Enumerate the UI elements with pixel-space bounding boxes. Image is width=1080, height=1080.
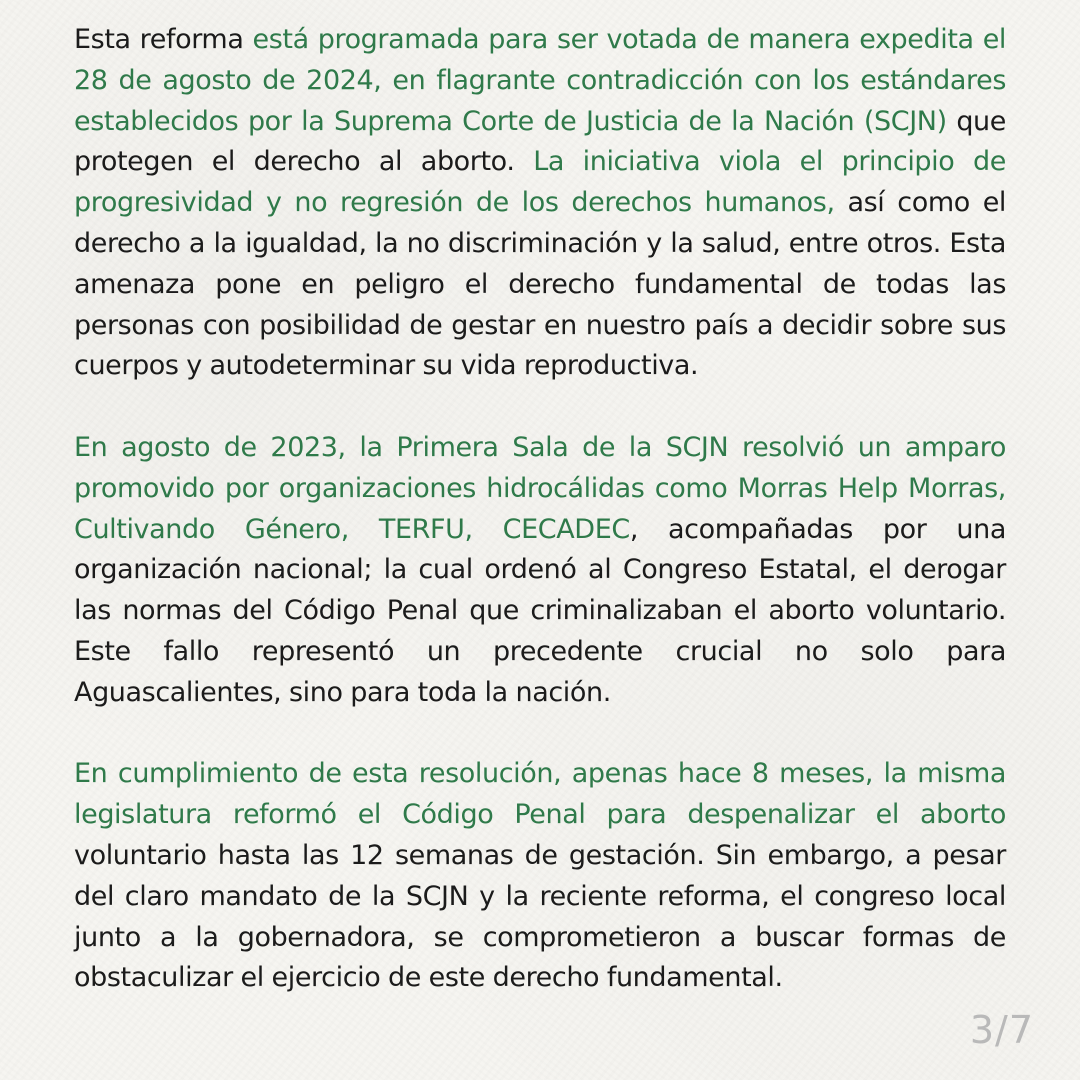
paragraph-2-segment-1-highlight: En agosto de 2023, la Primera Sala de la SCJN resolvió un amparo promovido por organizaciones hidrocálidas como Morras Help Morras, Cultivando Género, TERFU, CECADEC [74, 431, 1006, 545]
paragraph-3 [74, 754, 1006, 999]
paragraph-2-segment-2: , acompañadas por una organización nacional; la cual ordenó al Congreso Estatal, el derogar las normas del Código Penal que criminalizaban el aborto voluntario. Este fallo representó un precedente crucial no solo para Aguascalientes, sino para toda la nación. [74, 513, 1006, 708]
paragraph-1-segment-3: que protegen el derecho al aborto. [74, 105, 1006, 178]
paragraph-1-segment-4-highlight: La iniciativa viola el principio de progresividad y no regresión de los derechos humanos, [74, 146, 1006, 219]
page-indicator: 3/7 [969, 1008, 1034, 1052]
paragraph-3-segment-2: voluntario hasta las 12 semanas de gestación. Sin embargo, a pesar del claro mandato de la SCJN y la reciente reforma, el congreso local junto a la gobernadora, se comprometieron a buscar formas de obstaculizar el ejercicio de este derecho fundamental. [74, 839, 1006, 994]
paragraph-2 [74, 428, 1006, 714]
document-body [74, 20, 1006, 999]
paragraph-1 [74, 20, 1006, 387]
paragraph-1-segment-5: así como el derecho a la igualdad, la no discriminación y la salud, entre otros. Esta amenaza pone en peligro el derecho fundamental de todas las personas con posibilidad de gestar en nuestro país a decidir sobre sus cuerpos y autodeterminar su vida reproductiva. [74, 187, 1007, 382]
paragraph-1-segment-2-highlight: está programada para ser votada de manera expedita el 28 de agosto de 2024, en flagrante contradicción con los estándares establecidos por la Suprema Corte de Justicia de la Nación (SCJN) [74, 24, 1007, 137]
paragraph-1-segment-1: Esta reforma [74, 24, 253, 55]
paragraph-3-segment-1-highlight: En cumplimiento de esta resolución, apenas hace 8 meses, la misma legislatura reformó el Código Penal para despenalizar el aborto [74, 758, 1006, 831]
